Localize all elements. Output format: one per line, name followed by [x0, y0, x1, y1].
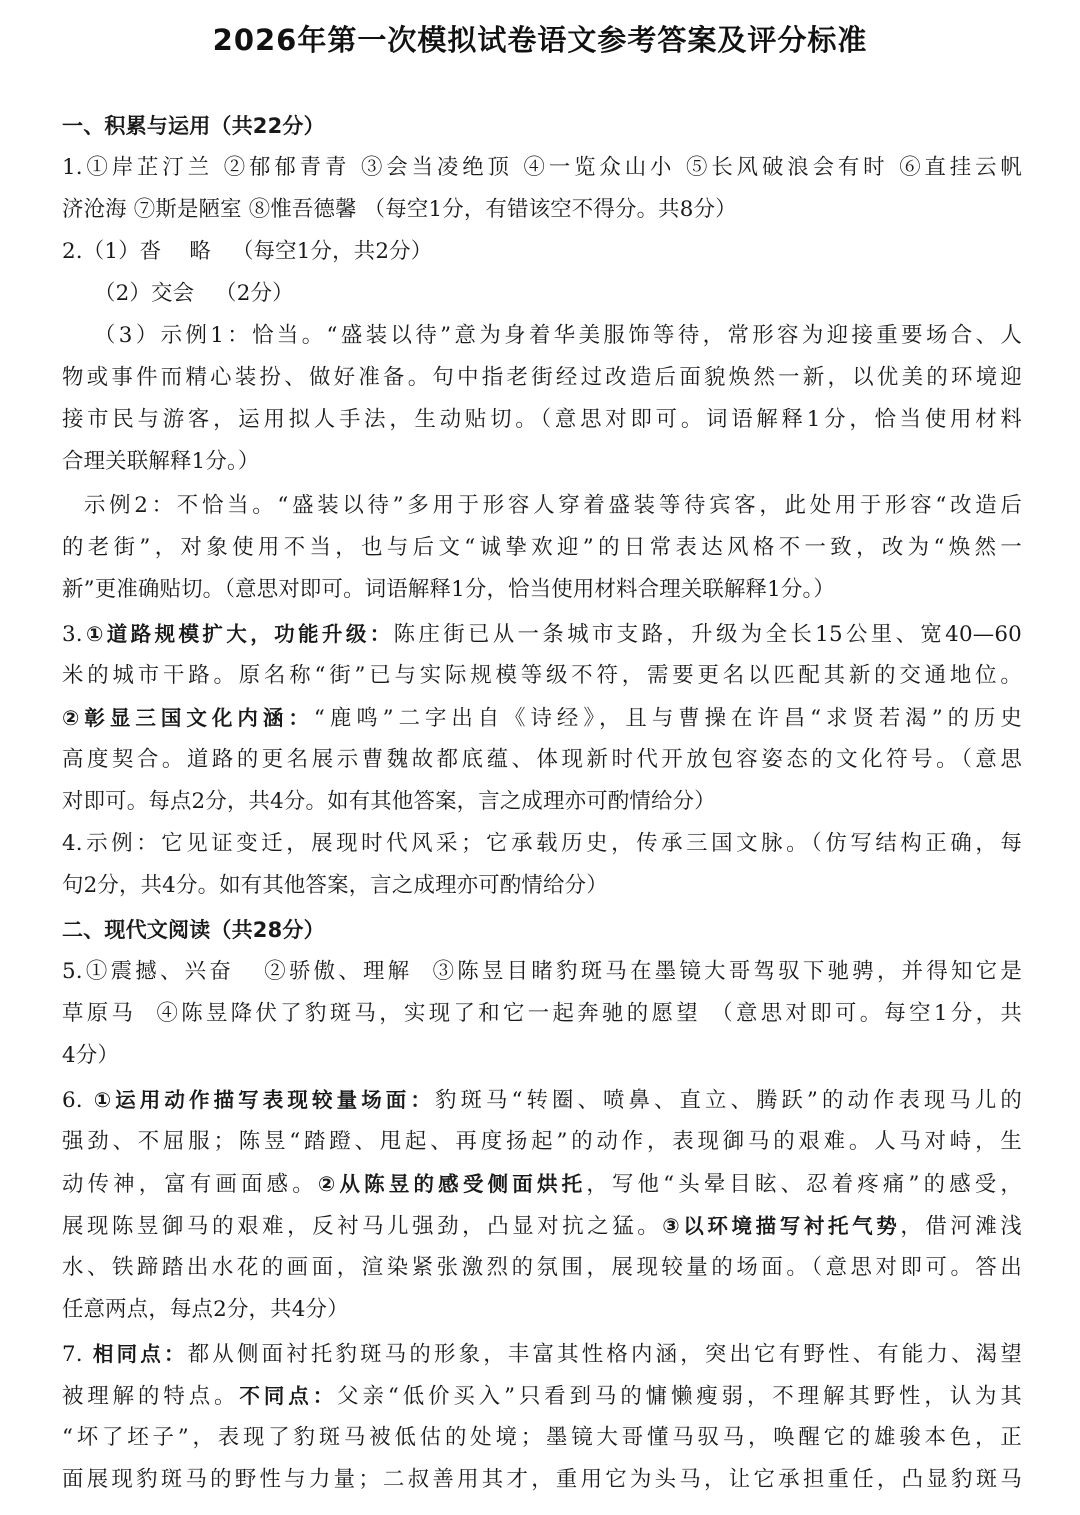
q3-point-2-text: “鹿鸣”二字出自《诗经》，且与曹操在许昌“求贤若渴”的历史	[313, 706, 1022, 731]
q6-line-6: 任意两点，每点2分，共4分）	[62, 1297, 349, 1322]
q6-point-2-text: ，写他“头晕目眩、忍着疼痛”的感受，	[586, 1172, 1022, 1197]
q3-line-1	[62, 613, 1022, 655]
q7-similarity-heading: 相同点：	[92, 1342, 188, 1366]
q7-line-2-text: 被理解的特点。	[62, 1384, 240, 1409]
q4-line-2: 句2分，共4分。如有其他答案，言之成理亦可酌情给分）	[62, 873, 608, 898]
section-heading-accumulation: 一、积累与运用（共22分）	[62, 114, 325, 138]
q3-point-2-heading: ②彰显三国文化内涵：	[62, 706, 314, 730]
q2-line-8: 的老街”，对象使用不当，也与后文“诚挚欢迎”的日常表达风格不一致，改为“焕然一	[62, 535, 1022, 560]
q7-line-1	[62, 1333, 1022, 1375]
q6-line-4	[62, 1205, 1022, 1247]
q2-line-1: 2.（1）沓 略 （每空1分，共2分）	[62, 239, 433, 264]
q3-line-4: 高度契合。道路的更名展示曹魏故都底蕴、体现新时代开放包容姿态的文化符号。（意思	[62, 747, 1022, 772]
q7-line-4: 面展现豹斑马的野性与力量；二叔善用其才，重用它为头马，让它承担重任，凸显豹斑马	[62, 1467, 1022, 1492]
q7-line-2	[62, 1375, 1022, 1417]
q6-point-2-heading: ②从陈昱的感受侧面烘托	[317, 1172, 587, 1196]
q6-line-3-text: 动传神，富有画面感。	[62, 1172, 318, 1197]
q7-line-3: “坏了坯子”，表现了豹斑马被低估的处境；墨镜大哥懂马驭马，唤醒它的雄骏本色，正	[62, 1425, 1022, 1450]
q1-line-2: 济沧海 ⑦斯是陋室 ⑧惟吾德馨 （每空1分，有错该空不得分。共8分）	[62, 197, 737, 222]
q6-line-2: 强劲、不屈服；陈昱“踏蹬、甩起、再度扬起”的动作，表现御马的艰难。人马对峙，生	[62, 1129, 1022, 1154]
q6-point-1-heading: ①运用动作描写表现较量场面：	[93, 1088, 435, 1112]
q2-line-9: 新”更准确贴切。（意思对即可。词语解释1分，恰当使用材料合理关联解释1分。）	[62, 577, 836, 602]
q2-line-5: 接市民与游客，运用拟人手法，生动贴切。（意思对即可。词语解释1分，恰当使用材料	[62, 407, 1022, 432]
q5-line-2: 草原马 ④陈昱降伏了豹斑马，实现了和它一起奔驰的愿望 （意思对即可。每空1分，共	[62, 1001, 1022, 1026]
q2-line-2: （2）交会 （2分）	[94, 281, 294, 306]
q5-line-3: 4分）	[62, 1043, 119, 1068]
q3-line-3	[62, 697, 1022, 739]
q6-point-1-text: 豹斑马“转圈、喷鼻、直立、腾跃”的动作表现马儿的	[435, 1088, 1022, 1113]
q3-point-1-heading: ①道路规模扩大，功能升级：	[82, 622, 394, 646]
section-heading-modern-reading: 二、现代文阅读（共28分）	[62, 918, 325, 942]
q6-point-3-text: ，借河滩浅	[900, 1214, 1022, 1239]
q6-number: 6.	[62, 1088, 94, 1113]
q5-line-1: 5.①震撼、兴奋 ②骄傲、理解 ③陈昱目睹豹斑马在墨镜大哥驾驭下驰骋，并得知它是	[62, 959, 1022, 984]
q6-line-4-text: 展现陈昱御马的艰难，反衬马儿强劲，凸显对抗之猛。	[62, 1214, 663, 1239]
q2-line-6: 合理关联解释1分。）	[62, 449, 260, 474]
q2-line-3: （3）示例1：恰当。“盛装以待”意为身着华美服饰等待，常形容为迎接重要场合、人	[94, 323, 1022, 348]
q7-difference-heading: 不同点：	[239, 1384, 338, 1408]
q2-line-4: 物或事件而精心装扮、做好准备。句中指老街经过改造后面貌焕然一新，以优美的环境迎	[62, 365, 1022, 390]
q4-line-1: 4.示例：它见证变迁，展现时代风采；它承载历史，传承三国文脉。（仿写结构正确，每	[62, 831, 1022, 856]
q3-line-2: 米的城市干路。原名称“街”已与实际规模等级不符，需要更名以匹配其新的交通地位。	[62, 663, 1022, 688]
q7-number: 7.	[62, 1342, 93, 1367]
q3-number: 3.	[62, 622, 83, 647]
q3-point-1-text: 陈庄街已从一条城市支路，升级为全长15公里、宽40—60	[393, 622, 1022, 647]
q7-difference-text: 父亲“低价买入”只看到马的慵懒瘦弱，不理解其野性，认为其	[337, 1384, 1022, 1409]
q7-similarity-text: 都从侧面衬托豹斑马的形象，丰富其性格内涵，突出它有野性、有能力、渴望	[187, 1342, 1022, 1367]
q2-line-7: 示例2：不恰当。“盛装以待”多用于形容人穿着盛装等待宾客，此处用于形容“改造后	[84, 493, 1022, 518]
q6-line-3	[62, 1163, 1022, 1205]
q6-point-3-heading: ③以环境描写衬托气势	[662, 1214, 901, 1238]
page-title: 2026年第一次模拟试卷语文参考答案及评分标准	[212, 23, 868, 57]
q6-line-1	[62, 1079, 1022, 1121]
q6-line-5: 水、铁蹄踏出水花的画面，渲染紧张激烈的氛围，展现较量的场面。（意思对即可。答出	[62, 1255, 1022, 1280]
q3-line-5: 对即可。每点2分，共4分。如有其他答案，言之成理亦可酌情给分）	[62, 789, 716, 814]
q1-line-1: 1.①岸芷汀兰 ②郁郁青青 ③会当凌绝顶 ④一览众山小 ⑤长风破浪会有时 ⑥直挂云帆	[62, 155, 1022, 180]
